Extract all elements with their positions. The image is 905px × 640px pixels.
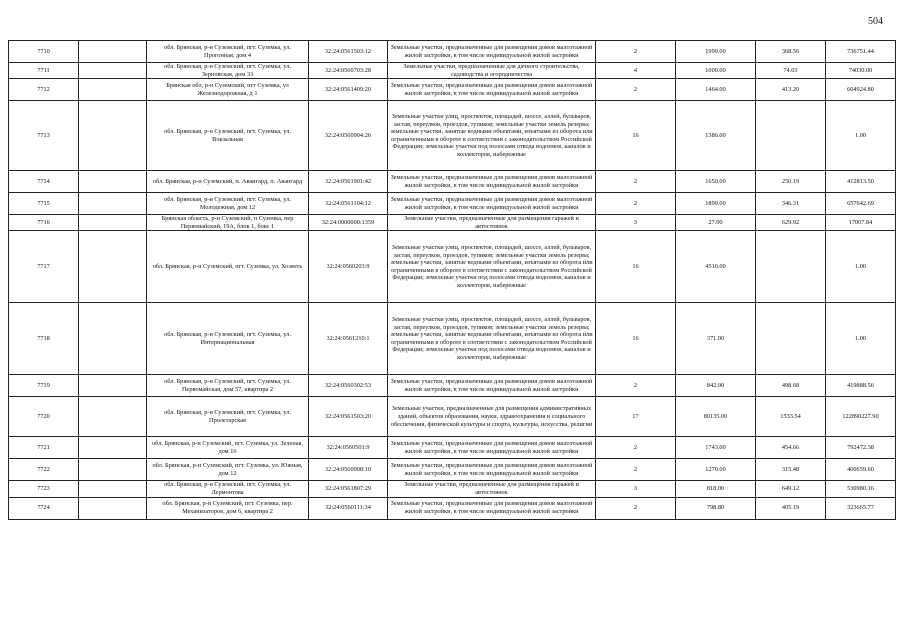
empty-cell bbox=[79, 459, 147, 481]
table-row bbox=[9, 41, 896, 63]
specific-value-cell: 346.31 bbox=[756, 193, 826, 215]
area-cell: 1899.00 bbox=[676, 193, 756, 215]
cadastral-number-cell: 32:24:0561901:42 bbox=[309, 171, 388, 193]
table-row bbox=[9, 303, 896, 375]
cadastral-value-cell: 657642.69 bbox=[826, 193, 896, 215]
cadastral-value-cell: 792472.38 bbox=[826, 437, 896, 459]
group-code-cell: 16 bbox=[596, 101, 676, 171]
table-row bbox=[9, 437, 896, 459]
empty-cell bbox=[79, 397, 147, 437]
cadastral-number-cell: 32:24:0561104:12 bbox=[309, 193, 388, 215]
row-number: 7710 bbox=[9, 41, 79, 63]
cadastral-value-cell: 1.00 bbox=[826, 101, 896, 171]
specific-value-cell: 649.12 bbox=[756, 481, 826, 497]
row-number: 7719 bbox=[9, 375, 79, 397]
address-cell: обл. Брянская, р-н Суземский, пгт. Суземка, ул. Лермонтова bbox=[147, 481, 309, 497]
group-code-cell: 2 bbox=[596, 193, 676, 215]
group-code-cell: 2 bbox=[596, 497, 676, 519]
specific-value-cell: 315.48 bbox=[756, 459, 826, 481]
area-cell: 1000.00 bbox=[676, 63, 756, 79]
land-use-cell: Земельные участки, предназначенные для размещения домов малоэтажной жилой застройки, в том числе индивидуальной жилой застройки bbox=[388, 193, 596, 215]
area-cell: 1464.00 bbox=[676, 79, 756, 101]
cadastral-value-cell: 1.00 bbox=[826, 303, 896, 375]
cadastral-value-cell: 323665.77 bbox=[826, 497, 896, 519]
empty-cell bbox=[79, 171, 147, 193]
address-cell: Брянская область, р-н Суземский, п Суземка, пер Первомайский, 19А, блок 1, бокс 1 bbox=[147, 215, 309, 231]
specific-value-cell: 454.66 bbox=[756, 437, 826, 459]
address-cell: обл. Брянская, р-н Суземский, пгт. Суземка, ул. Молодежная, дом 12 bbox=[147, 193, 309, 215]
area-cell: 818.00 bbox=[676, 481, 756, 497]
address-cell: обл. Брянская, р-н Суземский, пгт. Суземка, ул. Южная, дом 12 bbox=[147, 459, 309, 481]
specific-value-cell: 74.03 bbox=[756, 63, 826, 79]
empty-cell bbox=[79, 375, 147, 397]
cadastral-value-cell: 530980.16 bbox=[826, 481, 896, 497]
cadastral-value-cell: 1.00 bbox=[826, 231, 896, 303]
cadastral-number-cell: 32:24:0560703:28 bbox=[309, 63, 388, 79]
empty-cell bbox=[79, 303, 147, 375]
area-cell: 80135.00 bbox=[676, 397, 756, 437]
empty-cell bbox=[79, 63, 147, 79]
table-body bbox=[9, 41, 896, 520]
address-cell: обл. Брянская, р-н Суземский, пгт. Суземка, ул. Зеленая, дом 16 bbox=[147, 437, 309, 459]
cadastral-value-cell: 400659.60 bbox=[826, 459, 896, 481]
table-row bbox=[9, 63, 896, 79]
specific-value-cell: 498.68 bbox=[756, 375, 826, 397]
specific-value-cell: 1533.54 bbox=[756, 397, 826, 437]
empty-cell bbox=[79, 481, 147, 497]
specific-value-cell: 250.19 bbox=[756, 171, 826, 193]
cadastral-value-cell: 736751.44 bbox=[826, 41, 896, 63]
cadastral-number-cell: 32:24:0560501:9 bbox=[309, 437, 388, 459]
specific-value-cell bbox=[756, 303, 826, 375]
group-code-cell: 17 bbox=[596, 397, 676, 437]
group-code-cell: 2 bbox=[596, 375, 676, 397]
group-code-cell: 16 bbox=[596, 303, 676, 375]
cadastral-number-cell: 32:24:0560111:34 bbox=[309, 497, 388, 519]
land-use-cell: Земельные участки, предназначенные для размещения домов малоэтажной жилой застройки, в том числе индивидуальной жилой застройки bbox=[388, 375, 596, 397]
specific-value-cell: 405.19 bbox=[756, 497, 826, 519]
table-row bbox=[9, 231, 896, 303]
cadastral-value-cell: 122890227.90 bbox=[826, 397, 896, 437]
cadastral-value-table bbox=[8, 40, 896, 520]
group-code-cell: 2 bbox=[596, 459, 676, 481]
land-use-cell: Земельные участки, предназначенные для размещения домов малоэтажной жилой застройки, в том числе индивидуальной жилой застройки bbox=[388, 41, 596, 63]
table-row bbox=[9, 397, 896, 437]
land-use-cell: Земельные участки улиц, проспектов, площадей, шоссе, аллей, бульваров, застав, переулков, проездов, тупиков; земельные участки земель резерва; земельные участки, занятые водными объектами, изъятыми из оборота или ограниченными в обороте в соответствии с законодательством Российской Федерации; земельные участки под полосами отвода водоемов, каналов и коллекторов, набережные bbox=[388, 231, 596, 303]
cadastral-number-cell: 32:24:0560904:26 bbox=[309, 101, 388, 171]
empty-cell bbox=[79, 215, 147, 231]
area-cell: 4510.00 bbox=[676, 231, 756, 303]
area-cell: 1386.00 bbox=[676, 101, 756, 171]
row-number: 7724 bbox=[9, 497, 79, 519]
area-cell: 371.00 bbox=[676, 303, 756, 375]
specific-value-cell bbox=[756, 231, 826, 303]
area-cell: 1270.00 bbox=[676, 459, 756, 481]
address-cell: обл. Брянская, р-н Суземский, пгт. Суземка, ул. Пролетарская bbox=[147, 397, 309, 437]
empty-cell bbox=[79, 41, 147, 63]
specific-value-cell: 629.92 bbox=[756, 215, 826, 231]
empty-cell bbox=[79, 101, 147, 171]
address-cell: обл. Брянская, р-н Суземский, пгт. Суземка, ул. Первомайская, дом 57, квартира 2 bbox=[147, 375, 309, 397]
table-row bbox=[9, 101, 896, 171]
area-cell: 842.00 bbox=[676, 375, 756, 397]
table-row bbox=[9, 193, 896, 215]
row-number: 7715 bbox=[9, 193, 79, 215]
table-row bbox=[9, 79, 896, 101]
table-row bbox=[9, 481, 896, 497]
cadastral-value-cell: 74030.00 bbox=[826, 63, 896, 79]
land-use-cell: Земельные участки, предназначенные для размещения домов малоэтажной жилой застройки, в том числе индивидуальной жилой застройки bbox=[388, 79, 596, 101]
row-number: 7723 bbox=[9, 481, 79, 497]
cadastral-value-cell: 412813.50 bbox=[826, 171, 896, 193]
cadastral-number-cell: 32:24:0561210:1 bbox=[309, 303, 388, 375]
area-cell: 1743.00 bbox=[676, 437, 756, 459]
group-code-cell: 3 bbox=[596, 215, 676, 231]
cadastral-number-cell: 32:24:0561807:29 bbox=[309, 481, 388, 497]
empty-cell bbox=[79, 497, 147, 519]
group-code-cell: 2 bbox=[596, 79, 676, 101]
land-use-cell: Земельные участки, предназначенные для размещения домов малоэтажной жилой застройки, в том числе индивидуальной жилой застройки bbox=[388, 437, 596, 459]
row-number: 7721 bbox=[9, 437, 79, 459]
row-number: 7711 bbox=[9, 63, 79, 79]
land-use-cell: Земельные участки, предназначенные для размещения гаражей и автостоянок bbox=[388, 481, 596, 497]
table-row bbox=[9, 215, 896, 231]
cadastral-value-cell: 419888.56 bbox=[826, 375, 896, 397]
table-row bbox=[9, 375, 896, 397]
specific-value-cell: 413.20 bbox=[756, 79, 826, 101]
table-row bbox=[9, 497, 896, 519]
land-use-cell: Земельные участки улиц, проспектов, площадей, шоссе, аллей, бульваров, застав, переулков, проездов, тупиков; земельные участки земель резерва; земельные участки, занятые водными объектами, изъятыми из оборота или ограниченными в обороте в соответствии с законодательством Российской Федерации; земельные участки под полосами отвода водоемов, каналов и коллекторов, набережные bbox=[388, 101, 596, 171]
cadastral-number-cell: 32:24:0000000:1359 bbox=[309, 215, 388, 231]
land-use-cell: Земельные участки, предназначенные для размещения домов малоэтажной жилой застройки, в том числе индивидуальной жилой застройки bbox=[388, 497, 596, 519]
area-cell: 798.80 bbox=[676, 497, 756, 519]
cadastral-number-cell: 32:24:0560203:9 bbox=[309, 231, 388, 303]
page-number: 504 bbox=[868, 16, 883, 27]
empty-cell bbox=[79, 231, 147, 303]
group-code-cell: 2 bbox=[596, 41, 676, 63]
empty-cell bbox=[79, 193, 147, 215]
table-row bbox=[9, 459, 896, 481]
address-cell: обл. Брянская, р-н Суземский, пгт. Суземка, пер. Механизаторов, дом 6, квартира 2 bbox=[147, 497, 309, 519]
row-number: 7713 bbox=[9, 101, 79, 171]
cadastral-number-cell: 32:24:0561503:12 bbox=[309, 41, 388, 63]
row-number: 7717 bbox=[9, 231, 79, 303]
group-code-cell: 2 bbox=[596, 171, 676, 193]
address-cell: обл. Брянская, р-н Суземский, пгт. Суземка, ул. Интернациональная bbox=[147, 303, 309, 375]
table-row bbox=[9, 171, 896, 193]
land-use-cell: Земельные участки, предназначенные для размещения домов малоэтажной жилой застройки, в том числе индивидуальной жилой застройки bbox=[388, 171, 596, 193]
area-cell: 1999.00 bbox=[676, 41, 756, 63]
row-number: 7722 bbox=[9, 459, 79, 481]
address-cell: обл. Брянская, р-н Суземский, пгт. Суземка, ул. Прогонная, дом 4 bbox=[147, 41, 309, 63]
row-number: 7720 bbox=[9, 397, 79, 437]
group-code-cell: 4 bbox=[596, 63, 676, 79]
address-cell: обл. Брянская, р-н Суземский, п. Авангард, п. Авангард bbox=[147, 171, 309, 193]
row-number: 7712 bbox=[9, 79, 79, 101]
address-cell: обл. Брянская, р-н Суземский, пгт. Суземка, ул. Хозяеть bbox=[147, 231, 309, 303]
empty-cell bbox=[79, 437, 147, 459]
group-code-cell: 3 bbox=[596, 481, 676, 497]
address-cell: Брянская обл, р-н Суземский, пгт Суземка, ул Железнодорожная, д 1 bbox=[147, 79, 309, 101]
land-use-cell: Земельные участки, предназначенные для размещения административных зданий, объектов образования, науки, здравоохранения и социального обеспечения, физической культуры и спорта, культуры, искусства, религии bbox=[388, 397, 596, 437]
land-use-cell: Земельные участки, предназначенные для дачного строительства, садоводства и огородничества bbox=[388, 63, 596, 79]
land-use-cell: Земельные участки, предназначенные для размещения домов малоэтажной жилой застройки, в том числе индивидуальной жилой застройки bbox=[388, 459, 596, 481]
area-cell: 1650.00 bbox=[676, 171, 756, 193]
group-code-cell: 16 bbox=[596, 231, 676, 303]
empty-cell bbox=[79, 79, 147, 101]
land-use-cell: Земельные участки, предназначенные для размещения гаражей и автостоянок bbox=[388, 215, 596, 231]
address-cell: обл. Брянская, р-н Суземский, пгт. Суземка, ул. Вокзальная bbox=[147, 101, 309, 171]
group-code-cell: 2 bbox=[596, 437, 676, 459]
cadastral-number-cell: 32:24:0560908:10 bbox=[309, 459, 388, 481]
row-number: 7718 bbox=[9, 303, 79, 375]
address-cell: обл. Брянская, р-н Суземский, пгт. Суземка, ул. Зерновская, дом 33 bbox=[147, 63, 309, 79]
row-number: 7714 bbox=[9, 171, 79, 193]
area-cell: 27.00 bbox=[676, 215, 756, 231]
row-number: 7716 bbox=[9, 215, 79, 231]
cadastral-value-cell: 604924.80 bbox=[826, 79, 896, 101]
cadastral-number-cell: 32:24:0561409:20 bbox=[309, 79, 388, 101]
specific-value-cell bbox=[756, 101, 826, 171]
cadastral-number-cell: 32:24:0561503:20 bbox=[309, 397, 388, 437]
cadastral-value-cell: 17007.84 bbox=[826, 215, 896, 231]
cadastral-number-cell: 32:24:0560302:53 bbox=[309, 375, 388, 397]
specific-value-cell: 368.56 bbox=[756, 41, 826, 63]
land-use-cell: Земельные участки улиц, проспектов, площадей, шоссе, аллей, бульваров, застав, переулков, проездов, тупиков; земельные участки земель резерва; земельные участки, занятые водными объектами, изъятыми из оборота или ограниченными в обороте в соответствии с законодательством Российской Федерации; земельные участки под полосами отвода водоемов, каналов и коллекторов, набережные bbox=[388, 303, 596, 375]
